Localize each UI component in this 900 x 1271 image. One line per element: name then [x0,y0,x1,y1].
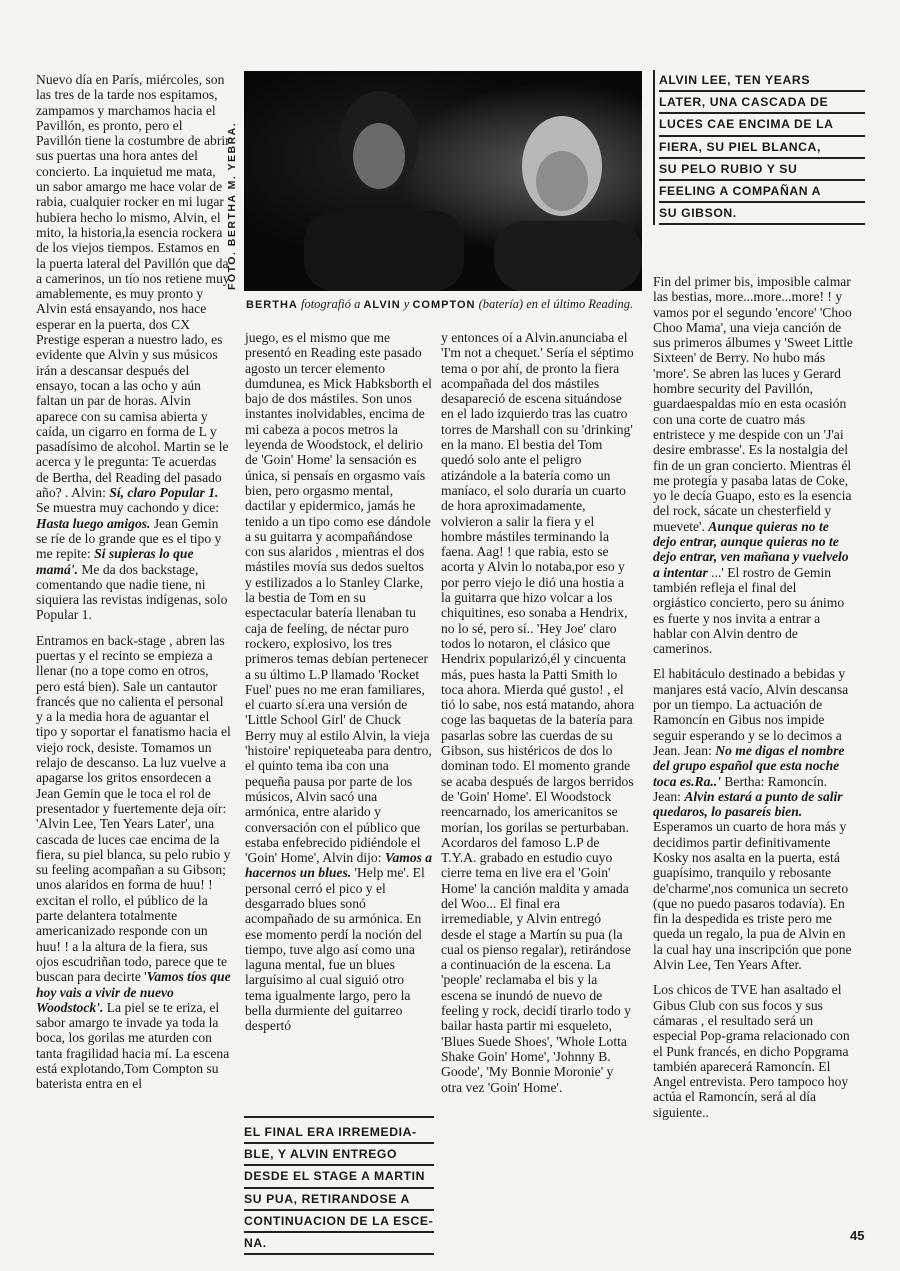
pullquote-line: SU PELO RUBIO Y SU [659,159,865,181]
photo-credit: FOTO. BERTHA M. YEBRA. [226,121,238,290]
photo-image [244,71,642,291]
pullquote-line: LATER, UNA CASCADA DE [659,92,865,114]
paragraph: Los chicos de TVE han asaltado el Gibus Club con sus focos y sus cámaras , el resultado será un especial Pop-grama relacionado con el Punk francés, en dicho Popgrama también aparecerá Ramoncín. El Angel entrevista. Pero tampoco hoy actúa el Ramoncín, será al día siguiente.. [653,982,850,1120]
article-column-3 [441,330,635,1105]
pullquote-top [653,70,865,225]
pullquote-line: FEELING A COMPAÑAN A [659,181,865,203]
pullquote-bottom [244,1116,434,1255]
photo-caption: BERTHA fotografió a ALVIN y COMPTON (batería) en el último Reading. [246,297,634,311]
pullquote-line: DESDE EL STAGE A MARTIN [244,1166,434,1188]
article-column-4 [653,274,853,1130]
pullquote-line: ALVIN LEE, TEN YEARS [659,70,865,92]
pullquote-line: EL FINAL ERA IRREMEDIA- [244,1122,434,1144]
paragraph: Fin del primer bis, imposible calmar las bestias, more...more...more! ! y vamos por el segundo 'encore' 'Choo Choo Mama', una vieja canción de sus primeros álbumes y 'Sweet Little Sixteen' de Berry. No hubo más 'more'. Se abren las luces y Gerard hombre security del Pavillón, guardaespaldas mío en esta ocasión con una corte de cuatro más entristece y me despide con un 'J'ai desire embrasse'. Es la nostalgia del fin de un gran concierto. Mientras él me protegía y pasaba latas de Coke, yo le decía Guapo, esto es la esencia del rock, sácate un chesterfield y muevete'. Aunque quieras no te dejo entrar, aunque quieras no te dejo entrar, ven mañana y vuelvelo a intentar ...' El rostro de Gemin también refleja el final del orgiástico concierto, pero su ánimo es fuerte y nos invita a entrar a hablar con Alvin dentro de camerinos. [653,274,853,657]
pullquote-line: SU PUA, RETIRANDOSE A [244,1189,434,1211]
pullquote-line: BLE, Y ALVIN ENTREGO [244,1144,434,1166]
paragraph: Entramos en back-stage , abren las puertas y el recinto se empieza a llenar (no a tope como en otros, pero está bien). Sale un cantautor francés que no calienta el personal y a la media hora de aguantar el tipo y soportar el fanatismo hacia el viejo rock, desiste. Tomamos un relajo de descanso. La luz vuelve a apagarse los gritos ensordecen a Jean Gemin que le toca el rol de presentador y fuertemente deja oír: 'Alvin Lee, Ten Years Later', una cascada de luces cae encima de la fiera, su piel blanca, su pelo rubio y su feeling acompañan a su Gibson; unos alaridos en forma de huu! ! excitan el rollo, el público de la parte delantera totalmente americanizado responde con un huu! ! a la altura de la fiera, sus ojos escudriñan todo, parece que te buscan para decirte 'Vamos tíos que hoy vais a vivir de nuevo Woodstock'. La piel se te eriza, el sabor amargo te invade ya toda la boca, los gorilas me aturden con tanta fragilidad hacia mí. La escena está explotando,Tom Compton su baterista entra en el [36,632,231,1092]
pullquote-line: SU GIBSON. [659,203,865,225]
concert-photo [244,71,642,291]
article-column-2 [245,330,433,1044]
article-column-1 [36,72,231,1102]
paragraph: Nuevo día en París, miércoles, son las tres de la tarde nos espitamos, zampamos y marchamos hacia el Pavillón, es pronto, pero el Pavillón tiene la costumbre de abrir sus puertas una hora antes del concierto. La inquietud me mata, un sabor amargo me hace volar de rabia, cualquier rocker en mi lugar hubiera hecho lo mismo, Alvin, el mito, la historia,la esencia rockera de los viejos tiempos. Estamos en la puerta lateral del Pavillón que da a camerinos, un tío nos retiene muy amablemente, es muy pronto y Alvin está ensayando, nos hace esperar en la puerta, dos CX Prestige esperan a nuestro lado, es evidente que Alvin y sus músicos irán a descansar después del ensayo, tocan a las ocho y aún faltan un par de horas. Alvin aparece con su camisa abierta y caída, un cigarro en forma de L y pasadísimo de alcohol. Martin se le acerca y le pregunta: Te acuerdas de Bertha, del Reading del pasado año? . Alvin: Sí, claro Popular 1. Se muestra muy cachondo y dice: Hasta luego amigos. Jean Gemin se ríe de lo grande que es el tipo y me repite: Si supieras lo que mamá'. Me da dos backstage, comentando que nadie tiene, ni siquiera las revistas indígenas, solo Popular 1. [36,72,230,623]
paragraph: juego, es el mismo que me presentó en Reading este pasado agosto un tercer elemento dumdunea, es Mick Habksborth el bajo de dos mástiles. Son unos instantes inolvidables, encima de mi cabeza a pocos metros la leyenda de Woodstock, el delirio de 'Goin' Home' la sensación es única, si pensaís en orgasmo vaís bien, pero orgasmo mental, dactilar y epidermico, jamás he tenido a un tipo como ese dándole a su guitarra y acompañándose con sus alaridos , mientras el dos mástiles movía sus dedos sueltos y estilizados a lo Stanley Clarke, la bestia de Tom en su espectacular batería llenaban tu caja de feeling, de néctar puro rockero, explosivo, los tres primeros temas debían pertenecer a su último L.P llamado 'Rocket Fuel' pues no me eran familiares, el cuarto sí.era una versión de 'Little School Girl' de Chuck Berry muy al estilo Alvin, la vieja 'histoire' repiqueteaba para dentro, el quinto tema iba con una pequeña pausa por parte de los músicos, Alvin sacó una armónica, entre alarido y conversación con el público que estaba enfebrecido pidiéndole el 'Goin' Home', Alvin dijo: Vamos a hacernos un blues. 'Help me'. El personal cerró el pico y el desgarrado blues sonó acompañado de su armónica. En ese momento perdí la noción del tiempo, tuve algo así como una laguna mental, fue un blues larguísimo al cual siguió otro tema igualmente largo, pero la bella durmiente del guitarreo despertó [245,330,433,1034]
pullquote-line: LUCES CAE ENCIMA DE LA [659,114,865,136]
paragraph: El habitáculo destinado a bebidas y manjares está vacío, Alvin descansa por un tiempo. La actuación de Ramoncín en Gibus nos impide seguir esperando y se lo decimos a Jean. Jean: No me digas el nombre del grupo español que esta noche toca es.Ra..' Bertha: Ramoncín. Jean: Alvin estará a punto de salir quedaros, lo pasareís bien. Esperamos un cuarto de hora más y decidimos partir definitivamente Kosky nos asalta en la puerta, está guapísimo, tranquilo y rebosante de'charme',nos comunica un secreto (que no puedo pasaros todavía). En fin la despedida es triste pero me queda un regalo, la pua de Alvin en la cual hay una inscripción que pone Alvin Lee, Ten Years After. [653,666,852,973]
pullquote-line: CONTINUACION DE LA ESCE- [244,1211,434,1233]
pullquote-line: FIERA, SU PIEL BLANCA, [659,137,865,159]
paragraph: y entonces oí a Alvin.anunciaba el 'I'm not a chequet.' Sería el séptimo tema o por ahí, de pronto la fiera acompañada del dos mástiles desapareció de escena situándose en el lado izquierdo tras las cuatro torres de Marshall con su 'drinking' en la mano. El bestia del Tom quedó solo ante el peligro atizándole a la batería como un maníaco, el solo duraría un cuarto de hora aproximadamente, volvieron a salir la fiera y el hombre mástiles terminando la faena. Aag! ! que rabia, esto se acorta y Alvin lo notaba,por eso y por perro viejo le dió una hostia a la guitarra que hizo volcar a los chiquitines, eso sonaba a Hendrix, no lo sé, pero sí.. 'Hey Joe' claro todos lo notaron, el clásico que Hendrix popularizó,él y cincuenta más, pues hasta la Patti Smith lo toca ahora. Mierda qué gusto! , el tió lo sabe, nos está matando, ahora coge las baquetas de la batería para pasarlas sobre las cuerdas de su Gibson, sus histéricos de dos lo dominan todo. El momento grande se acaba después de largos berridos de 'Goin' Home'. El Woodstock reencarnado, los americanitos se morían, los gorilas se perturbaban. Acordaros del famoso L.P de T.Y.A. grabado en estudio cuyo cierre tema en live era el 'Goin' Home' la canción maldita y amada del Woo... El final era irremediable, y Alvin entregó desde el stage a Martín su pua (la cual os pienso regalar), retirándose a continuación de la escena. La 'people' reclamaba el bis y la escena se inundó de nuevo de feeling y rock, decidí tirarlo todo y bailar hasta partir mi esqueleto, 'Blues Suede Shoes', 'Whole Lotta Shake Goin' Home', 'Johnny B. Goode', 'My Bonnie Moronie' y otra vez 'Goin' Home'. [441,330,635,1095]
pullquote-line: NA. [244,1233,434,1255]
page-number: 45 [850,1228,865,1243]
